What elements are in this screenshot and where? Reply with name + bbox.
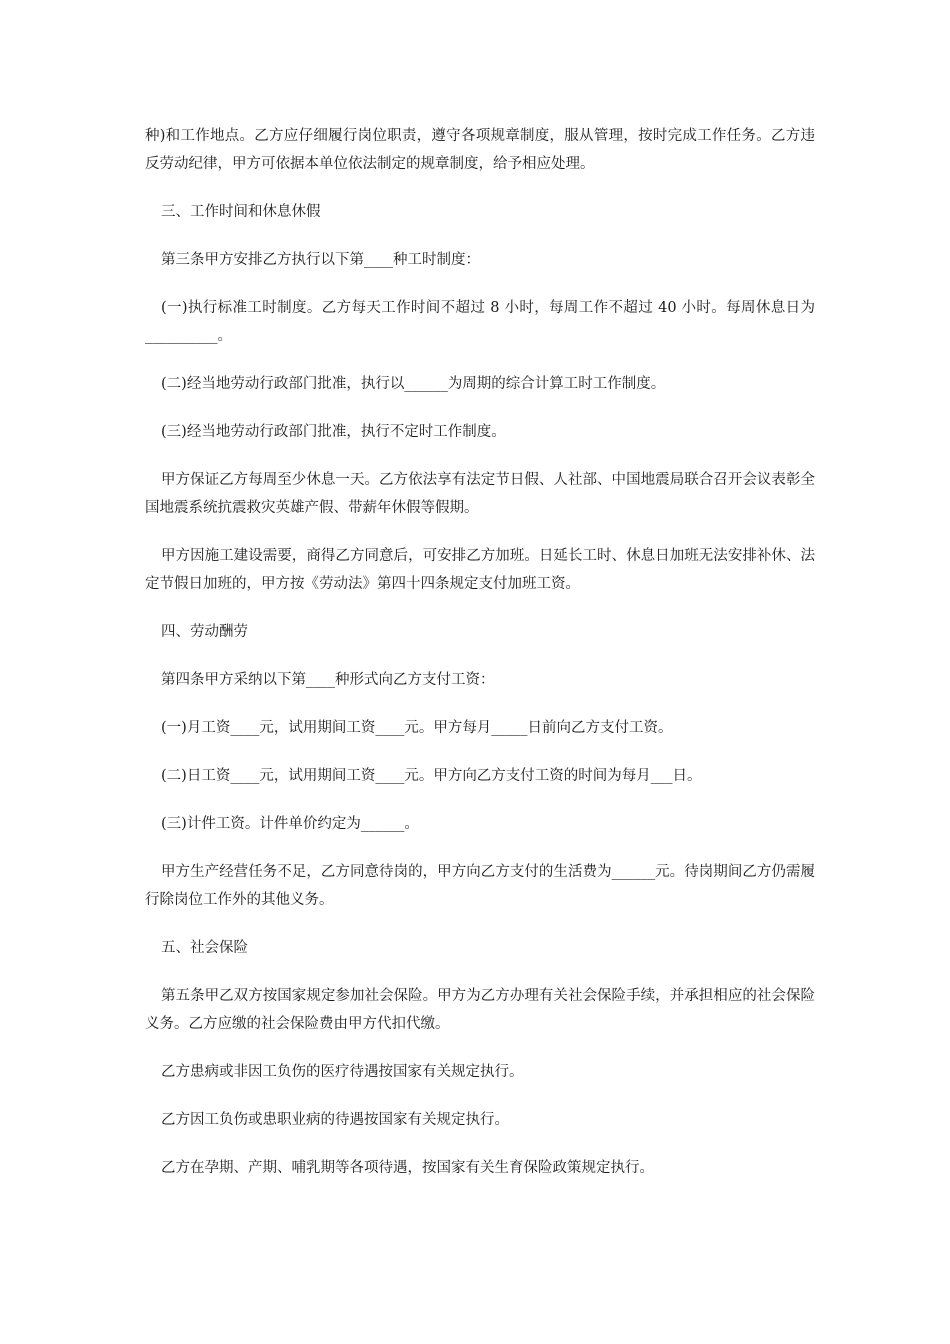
section-heading-social-insurance: 五、社会保险 xyxy=(161,940,248,956)
clause-piece-wage: (三)计件工资。计件单价约定为______。 xyxy=(161,816,419,832)
section-heading-remuneration: 四、劳动酬劳 xyxy=(161,624,248,640)
article-4: 第四条甲方采纳以下第____种形式向乙方支付工资： xyxy=(161,672,495,688)
clause-monthly-wage: (一)月工资____元，试用期间工资____元。甲方每月_____日前向乙方支付工资。 xyxy=(161,720,673,736)
paragraph-standby-pay: 甲方生产经营任务不足，乙方同意待岗的，甲方向乙方支付的生活费为______元。待岗期间乙方仍需履行除岗位工作外的其他义务。 xyxy=(145,864,815,908)
article-3: 第三条甲方安排乙方执行以下第____种工时制度： xyxy=(161,252,480,268)
clause-daily-wage: (二)日工资____元，试用期间工资____元。甲方向乙方支付工资的时间为每月___日。 xyxy=(161,768,702,784)
article-5: 第五条甲乙双方按国家规定参加社会保险。甲方为乙方办理有关社会保险手续，并承担相应的社会保险义务。乙方应缴的社会保险费由甲方代扣代缴。 xyxy=(145,988,815,1032)
clause-standard-hours: (一)执行标准工时制度。乙方每天工作时间不超过 8 小时，每周工作不超过 40 小时。每周休息日为__________。 xyxy=(145,300,815,344)
paragraph-medical: 乙方患病或非因工负伤的医疗待遇按国家有关规定执行。 xyxy=(161,1064,524,1080)
clause-flexible-hours: (三)经当地劳动行政部门批准，执行不定时工作制度。 xyxy=(161,424,506,440)
document-page xyxy=(145,122,815,1202)
paragraph-overtime: 甲方因施工建设需要，商得乙方同意后，可安排乙方加班。日延长工时、休息日加班无法安排补休、法定节假日加班的，甲方按《劳动法》第四十四条规定支付加班工资。 xyxy=(145,548,815,592)
paragraph-maternity: 乙方在孕期、产期、哺乳期等各项待遇，按国家有关生育保险政策规定执行。 xyxy=(161,1160,654,1176)
clause-comprehensive-hours: (二)经当地劳动行政部门批准，执行以______为周期的综合计算工时工作制度。 xyxy=(161,376,666,392)
paragraph-continued-duties: 种)和工作地点。乙方应仔细履行岗位职责，遵守各项规章制度，服从管理，按时完成工作任务。乙方违反劳动纪律，甲方可依据本单位依法制定的规章制度，给予相应处理。 xyxy=(145,128,815,172)
section-heading-work-time: 三、工作时间和休息休假 xyxy=(161,204,321,220)
paragraph-work-injury: 乙方因工负伤或患职业病的待遇按国家有关规定执行。 xyxy=(161,1112,509,1128)
paragraph-rest-days: 甲方保证乙方每周至少休息一天。乙方依法享有法定节日假、人社部、中国地震局联合召开会议表彰全国地震系统抗震救灾英雄产假、带薪年休假等假期。 xyxy=(145,472,815,516)
